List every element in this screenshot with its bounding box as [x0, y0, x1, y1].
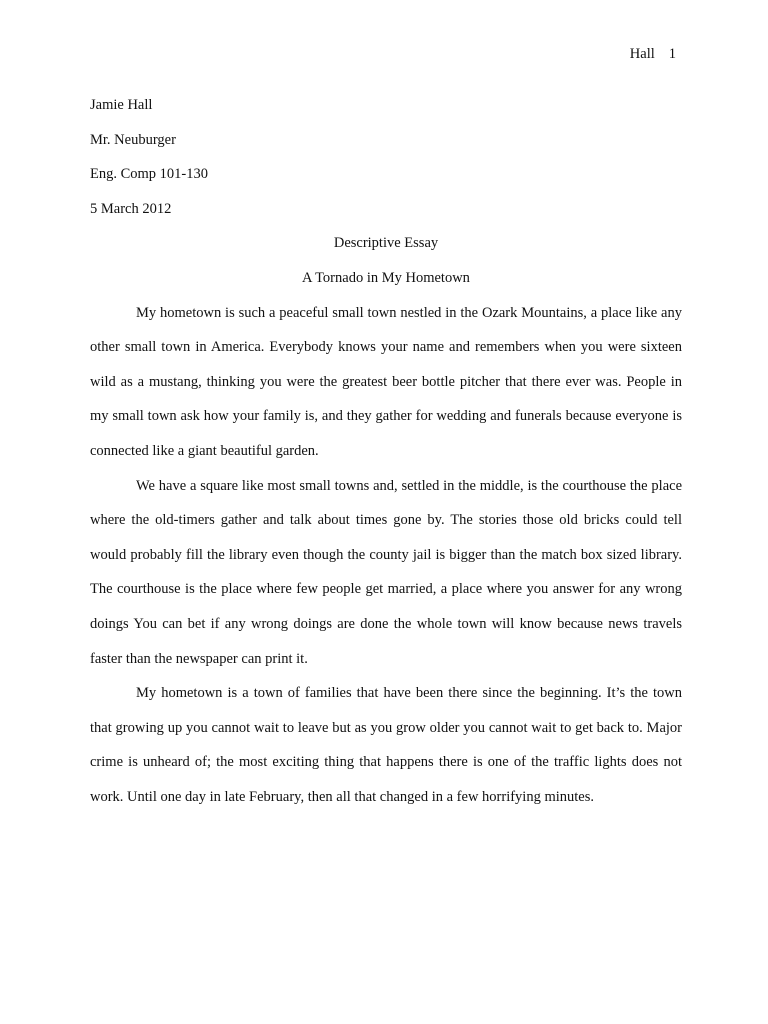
- paragraph-2: We have a square like most small towns and, settled in the middle, is the courthouse the place where the old-timers gather and talk about times gone by. The stories those old bricks could tell would probably fill the library even though the county jail is bigger than the match box sized library. The courthouse is the place where few people get married, a place where you answer for any wrong doings You can bet if any wrong doings are done the whole town will know because news travels faster than the newspaper can print it.: [90, 477, 682, 667]
- running-head: [630, 44, 676, 64]
- course-name: Eng. Comp 101-130: [90, 166, 209, 183]
- essay-title: A Tornado in My Hometown: [302, 269, 470, 286]
- paragraph-3: My hometown is a town of families that have been there since the beginning. It’s the town that growing up you cannot wait to leave but as you grow older you cannot wait to get back to. Major crime is unheard of; the most exciting thing that happens there is one of the traffic lights does not work. Until one day in late February, then all that changed in a few horrifying minutes.: [90, 685, 682, 805]
- essay-type: Descriptive Essay: [333, 235, 439, 252]
- instructor-name: Mr. Neuburger: [90, 131, 176, 148]
- essay-body: [90, 88, 682, 814]
- essay-date: 5 March 2012: [90, 200, 172, 217]
- author-name: Jamie Hall: [90, 97, 153, 113]
- running-head-name: Hall: [629, 46, 655, 62]
- paragraph-1: My hometown is such a peaceful small town nestled in the Ozark Mountains, a place like any other small town in America. Everybody knows your name and remembers when you were sixteen wild as a mustang, thinking you were the greatest beer bottle pitcher that there ever was. People in my small town ask how your family is, and they gather for wedding and funerals because everyone is connected like a giant beautiful garden.: [90, 304, 682, 459]
- page-number: 1: [668, 46, 676, 62]
